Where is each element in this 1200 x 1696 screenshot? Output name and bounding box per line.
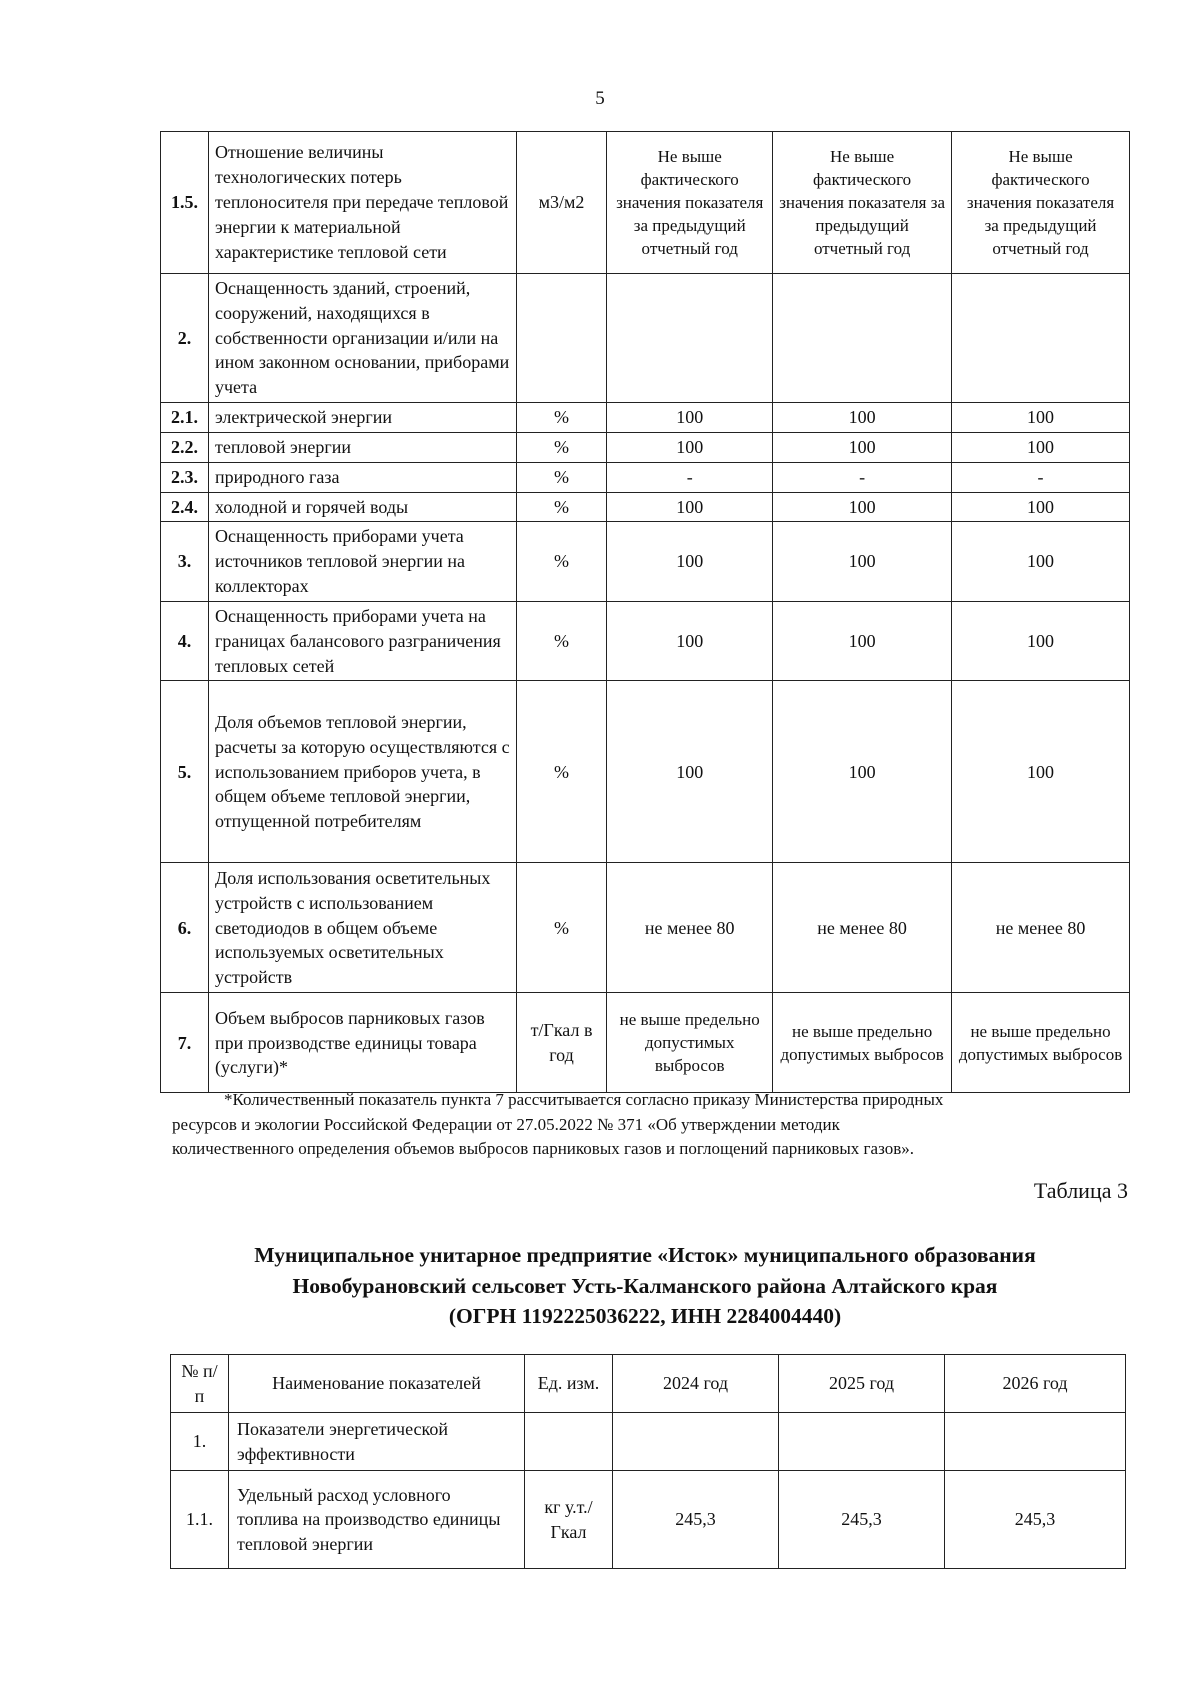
indicator-name: электрической энергии xyxy=(209,403,517,433)
value-2026: 100 xyxy=(952,522,1130,601)
indicator-name: Отношение величины технологических потерь теплоносителя при передаче тепловой энергии к материальной характеристике тепловой сети xyxy=(209,132,517,274)
unit-cell: т/Гкал в год xyxy=(516,993,607,1093)
value-2025: 100 xyxy=(773,403,952,433)
value-2026 xyxy=(945,1413,1126,1471)
value-2025: не выше предельно допустимых выбросов xyxy=(773,993,952,1093)
value-2026: не выше предельно допустимых выбросов xyxy=(952,993,1130,1093)
org-title-line: Муниципальное унитарное предприятие «Исток» муниципального образования xyxy=(254,1243,1036,1267)
value-2025: 100 xyxy=(773,681,952,863)
table-row xyxy=(161,522,1130,601)
row-number: 4. xyxy=(161,601,209,680)
value-2024: 245,3 xyxy=(613,1471,779,1569)
value-2024: 100 xyxy=(607,681,773,863)
organization-title xyxy=(150,1240,1140,1332)
value-2026: 100 xyxy=(952,681,1130,863)
value-2024 xyxy=(613,1413,779,1471)
header-num: № п/п xyxy=(171,1355,229,1413)
row-number: 2. xyxy=(161,274,209,403)
value-2025 xyxy=(779,1413,945,1471)
footnote-line: количественного определения объемов выбросов парниковых газов и поглощений парниковых газов». xyxy=(172,1139,914,1159)
table-row xyxy=(161,432,1130,462)
value-2026: 100 xyxy=(952,601,1130,680)
footnote-line: *Количественный показатель пункта 7 рассчитывается согласно приказу Министерства природных xyxy=(224,1090,944,1109)
indicator-name: Оснащенность зданий, строений, сооружений, находящихся в собственности организации и/или на ином законном основании, приборами учета xyxy=(209,274,517,403)
indicator-name: холодной и горячей воды xyxy=(209,492,517,522)
row-number: 1.1. xyxy=(171,1471,229,1569)
value-2026: - xyxy=(952,462,1130,492)
row-number: 1. xyxy=(171,1413,229,1471)
row-number: 2.3. xyxy=(161,462,209,492)
value-2024: не выше предельно допустимых выбросов xyxy=(607,993,773,1093)
header-2026: 2026 год xyxy=(945,1355,1126,1413)
table-row xyxy=(161,274,1130,403)
table-row xyxy=(161,462,1130,492)
page-number: 5 xyxy=(595,88,605,109)
row-number: 1.5. xyxy=(161,132,209,274)
value-2024: 100 xyxy=(607,601,773,680)
indicator-name: природного газа xyxy=(209,462,517,492)
table-row xyxy=(161,132,1130,274)
table-row xyxy=(161,993,1130,1093)
value-2025: - xyxy=(773,462,952,492)
value-2025: 100 xyxy=(773,601,952,680)
value-2024: не менее 80 xyxy=(607,863,773,993)
row-number: 2.2. xyxy=(161,432,209,462)
value-2024: 100 xyxy=(607,403,773,433)
value-2026: 100 xyxy=(952,492,1130,522)
value-2026: не менее 80 xyxy=(952,863,1130,993)
table-row xyxy=(161,863,1130,993)
org-title-line: Новобурановский сельсовет Усть-Калманского района Алтайского края xyxy=(292,1273,998,1298)
indicator-name: Оснащенность приборами учета источников тепловой энергии на коллекторах xyxy=(209,522,517,601)
unit-cell: м3/м2 xyxy=(516,132,607,274)
indicators-table-continued xyxy=(160,131,1130,1093)
unit-cell xyxy=(525,1413,613,1471)
indicator-name: Оснащенность приборами учета на границах балансового разграничения тепловых сетей xyxy=(209,601,517,680)
row-number: 6. xyxy=(161,863,209,993)
value-2025 xyxy=(773,274,952,403)
value-2026: 100 xyxy=(952,403,1130,433)
table-row xyxy=(161,601,1130,680)
unit-cell: % xyxy=(516,863,607,993)
value-2026: Не выше фактического значения показателя за предыдущий отчетный год xyxy=(952,132,1130,274)
value-2024: Не выше фактического значения показателя за предыдущий отчетный год xyxy=(607,132,773,274)
value-2024: 100 xyxy=(607,522,773,601)
row-number: 2.1. xyxy=(161,403,209,433)
value-2025: 100 xyxy=(773,492,952,522)
table-header-row xyxy=(171,1355,1126,1413)
org-title-line: (ОГРН 1192225036222, ИНН 2284004440) xyxy=(448,1304,842,1329)
value-2024: - xyxy=(607,462,773,492)
value-2026: 245,3 xyxy=(945,1471,1126,1569)
header-unit: Ед. изм. xyxy=(525,1355,613,1413)
value-2026: 100 xyxy=(952,432,1130,462)
header-2025: 2025 год xyxy=(779,1355,945,1413)
unit-cell: % xyxy=(516,462,607,492)
row-number: 2.4. xyxy=(161,492,209,522)
row-number: 3. xyxy=(161,522,209,601)
indicator-name: Объем выбросов парниковых газов при производстве единицы товара (услуги)* xyxy=(209,993,517,1093)
header-name: Наименование показателей xyxy=(229,1355,525,1413)
value-2025: не менее 80 xyxy=(773,863,952,993)
value-2025: 100 xyxy=(773,522,952,601)
indicator-name: Удельный расход условного топлива на производство единицы тепловой энергии xyxy=(229,1471,525,1569)
header-2024: 2024 год xyxy=(613,1355,779,1413)
unit-cell: % xyxy=(516,432,607,462)
row-number: 7. xyxy=(161,993,209,1093)
indicator-name: Доля объемов тепловой энергии, расчеты за которую осуществляются с использованием приборов учета, в общем объеме тепловой энергии, отпущенной потребителям xyxy=(209,681,517,863)
table-label: Таблица 3 xyxy=(1033,1178,1128,1203)
value-2025: 245,3 xyxy=(779,1471,945,1569)
footnote xyxy=(172,1088,1102,1162)
value-2024: 100 xyxy=(607,432,773,462)
indicators-table-3 xyxy=(170,1354,1126,1569)
value-2025: 100 xyxy=(773,432,952,462)
unit-cell xyxy=(516,274,607,403)
unit-cell: % xyxy=(516,681,607,863)
unit-cell: % xyxy=(516,522,607,601)
table-row xyxy=(171,1413,1126,1471)
unit-cell: кг у.т./ Гкал xyxy=(525,1471,613,1569)
value-2024 xyxy=(607,274,773,403)
unit-cell: % xyxy=(516,601,607,680)
unit-cell: % xyxy=(516,492,607,522)
indicator-name: тепловой энергии xyxy=(209,432,517,462)
value-2025: Не выше фактического значения показателя за предыдущий отчетный год xyxy=(773,132,952,274)
indicator-name: Доля использования осветительных устройств с использованием светодиодов в общем объеме используемых осветительных устройств xyxy=(209,863,517,993)
indicator-name: Показатели энергетической эффективности xyxy=(229,1413,525,1471)
value-2026 xyxy=(952,274,1130,403)
row-number: 5. xyxy=(161,681,209,863)
table-row xyxy=(171,1471,1126,1569)
table-row xyxy=(161,492,1130,522)
footnote-line: ресурсов и экологии Российской Федерации от 27.05.2022 № 371 «Об утверждении методик xyxy=(172,1114,840,1134)
table-row xyxy=(161,403,1130,433)
unit-cell: % xyxy=(516,403,607,433)
value-2024: 100 xyxy=(607,492,773,522)
table-row xyxy=(161,681,1130,863)
